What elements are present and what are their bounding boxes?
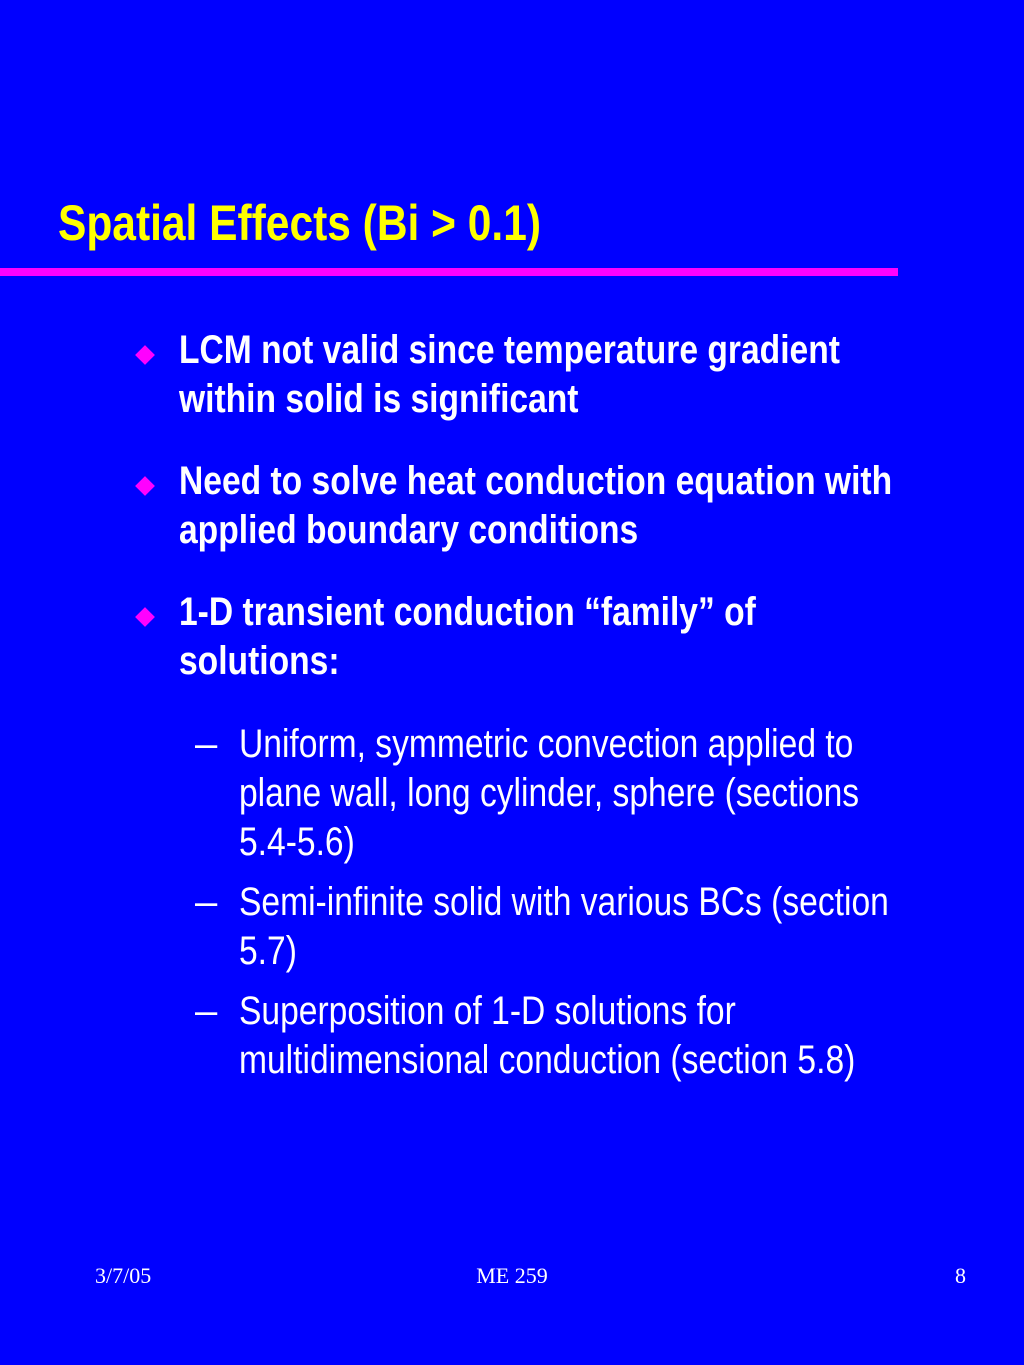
dash-marker: – <box>195 880 218 924</box>
bullet-text: 1-D transient conduction “family” of solutions: <box>179 590 756 683</box>
dash-marker: – <box>195 989 218 1033</box>
footer-course: ME 259 <box>476 1263 548 1288</box>
subbullet-text: Semi-infinite solid with various BCs (section 5.7) <box>239 880 889 973</box>
bullet-list <box>130 326 970 719</box>
subbullet-list <box>195 720 995 1096</box>
title-underline <box>0 268 898 276</box>
diamond-bullet-icon <box>135 345 155 365</box>
bullet-text: LCM not valid since temperature gradient within solid is significant <box>179 328 840 421</box>
bullet-text: Need to solve heat conduction equation with applied boundary conditions <box>179 459 893 552</box>
diamond-bullet-icon <box>135 476 155 496</box>
bullet-item <box>130 457 970 555</box>
footer-page-number: 8 <box>955 1263 966 1288</box>
bullet-item <box>130 326 970 424</box>
subbullet-item <box>195 878 995 976</box>
subbullet-text: Uniform, symmetric convection applied to plane wall, long cylinder, sphere (sections 5.4-5.6) <box>239 722 860 864</box>
slide-title: Spatial Effects (Bi > 0.1) <box>58 195 542 251</box>
diamond-bullet-icon <box>135 607 155 627</box>
dash-marker: – <box>195 722 218 766</box>
subbullet-item <box>195 720 995 867</box>
subbullet-text: Superposition of 1-D solutions for multidimensional conduction (section 5.8) <box>239 989 856 1082</box>
bullet-item <box>130 588 970 686</box>
subbullet-item <box>195 987 995 1085</box>
footer-date: 3/7/05 <box>95 1263 152 1288</box>
